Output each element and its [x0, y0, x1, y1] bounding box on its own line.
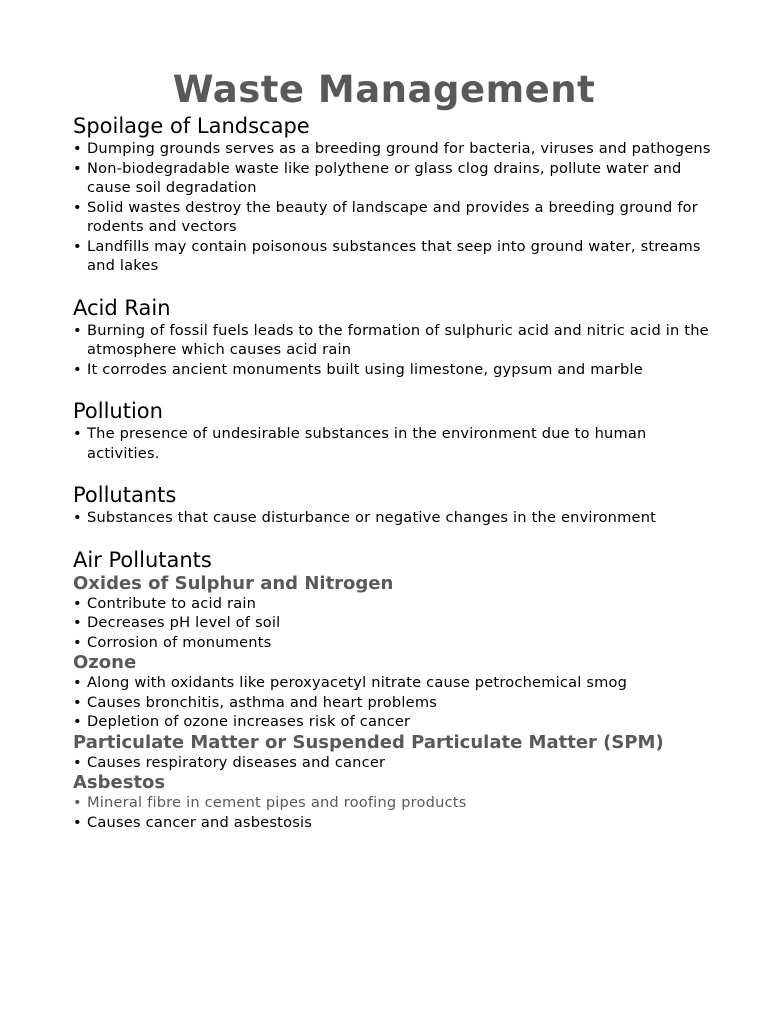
bullet-list: [73, 139, 713, 276]
list-item: [73, 613, 713, 633]
list-item: [73, 139, 713, 159]
list-item-text: Causes bronchitis, asthma and heart problems: [87, 693, 438, 711]
list-item-text: Solid wastes destroy the beauty of landscape and provides a breeding ground for rodents and vectors: [87, 198, 699, 235]
page-title: Waste Management: [172, 68, 596, 111]
section-pollutants: [73, 483, 713, 528]
list-item-text: The presence of undesirable substances in the environment due to human activities.: [87, 425, 647, 462]
section-pollution: [73, 399, 713, 463]
section-acid-rain: [73, 296, 713, 380]
bullet-icon: •: [73, 674, 82, 691]
list-item-text: Dumping grounds serves as a breeding ground for bacteria, viruses and pathogens: [87, 140, 711, 157]
list-item: [73, 159, 713, 198]
bullet-icon: •: [73, 198, 82, 216]
section-heading: Pollution: [73, 399, 163, 423]
section-heading: Air Pollutants: [73, 547, 212, 572]
bullet-icon: •: [73, 425, 82, 442]
list-item-text: It corrodes ancient monuments built using limestone, gypsum and marble: [87, 360, 643, 378]
list-item: [73, 360, 713, 380]
bullet-icon: •: [73, 813, 82, 831]
bullet-list: [73, 424, 713, 463]
bullet-icon: •: [73, 594, 82, 612]
bullet-icon: •: [73, 321, 82, 339]
list-item: [73, 633, 713, 653]
subsection-heading-spm: Particulate Matter or Suspended Particulate Matter (SPM): [73, 731, 664, 753]
list-item-text: Corrosion of monuments: [87, 633, 272, 651]
bullet-list: [73, 321, 713, 380]
list-item: [73, 813, 713, 833]
bullet-icon: •: [73, 633, 82, 651]
list-item-text: Causes respiratory diseases and cancer: [87, 753, 386, 771]
bullet-icon: •: [73, 713, 82, 730]
section-air-pollutants: [73, 548, 713, 833]
section-heading: Spoilage of Landscape: [73, 114, 310, 138]
bullet-icon: •: [73, 614, 82, 631]
list-item: [73, 753, 713, 773]
bullet-icon: •: [73, 237, 82, 255]
list-item: [73, 508, 713, 528]
bullet-list: [73, 508, 713, 528]
bullet-list: [73, 673, 713, 732]
document-page: [73, 66, 713, 832]
list-item: [73, 594, 713, 614]
list-item: [73, 712, 713, 732]
bullet-icon: •: [73, 753, 82, 771]
list-item: [73, 673, 713, 693]
list-item: [73, 793, 713, 813]
list-item: [73, 693, 713, 713]
bullet-icon: •: [73, 794, 82, 811]
list-item: [73, 198, 713, 237]
list-item: [73, 321, 713, 360]
bullet-icon: •: [73, 159, 82, 177]
section-heading: Pollutants: [73, 483, 177, 507]
list-item: [73, 424, 713, 463]
list-item-text: Causes cancer and asbestosis: [87, 813, 313, 831]
bullet-icon: •: [73, 693, 82, 711]
list-item-text: Mineral fibre in cement pipes and roofing products: [87, 794, 467, 811]
list-item-text: Depletion of ozone increases risk of cancer: [87, 713, 411, 730]
subsection-heading-asbestos: Asbestos: [73, 772, 166, 793]
subsection-heading-oxides: Oxides of Sulphur and Nitrogen: [73, 572, 394, 594]
bullet-icon: •: [73, 360, 82, 378]
list-item-text: Decreases pH level of soil: [87, 614, 281, 631]
list-item-text: Burning of fossil fuels leads to the formation of sulphuric acid and nitric acid in the atmosphere which causes acid rain: [87, 321, 709, 358]
list-item-text: Substances that cause disturbance or negative changes in the environment: [87, 509, 657, 526]
list-item-text: Non-biodegradable waste like polythene or glass clog drains, pollute water and cause soil degradation: [87, 159, 682, 196]
list-item: [73, 237, 713, 276]
bullet-icon: •: [73, 140, 82, 157]
list-item-text: Contribute to acid rain: [87, 594, 257, 612]
bullet-list: [73, 594, 713, 653]
subsection-heading-ozone: Ozone: [73, 652, 137, 673]
section-spoilage-of-landscape: [73, 114, 713, 276]
list-item-text: Along with oxidants like peroxyacetyl nitrate cause petrochemical smog: [87, 674, 628, 691]
bullet-list: [73, 793, 713, 832]
bullet-list: [73, 753, 713, 773]
section-heading: Acid Rain: [73, 295, 171, 320]
bullet-icon: •: [73, 509, 82, 526]
list-item-text: Landfills may contain poisonous substances that seep into ground water, streams and lakes: [87, 237, 701, 274]
